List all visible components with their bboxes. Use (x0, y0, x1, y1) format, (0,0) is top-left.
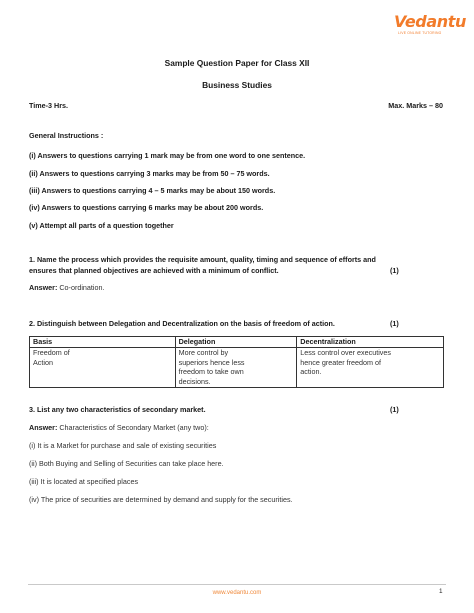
table-header-row (30, 337, 444, 348)
table-cell-decentralization (297, 347, 444, 387)
instruction-item: (ii) Answers to questions carrying 3 marks may be from 50 – 75 words. (29, 169, 270, 178)
answer-point: (iv) The price of securities are determined by demand and supply for the securities. (29, 495, 293, 504)
question-1-answer (29, 283, 105, 292)
cell-line: superiors hence less (178, 357, 245, 367)
table-row (30, 347, 444, 387)
question-3-marks: (1) (390, 405, 399, 414)
question-2-marks: (1) (390, 319, 399, 328)
question-3-answer (29, 423, 209, 432)
instruction-item: (iii) Answers to questions carrying 4 – 5 marks may be about 150 words. (29, 186, 276, 195)
table-header-cell: Delegation (175, 337, 297, 348)
cell-line: More control by (178, 347, 229, 357)
logo-text: Vedantu (394, 12, 466, 31)
paper-title: Sample Question Paper for Class XII (164, 58, 310, 68)
vedantu-logo (394, 12, 466, 37)
table-cell-basis (30, 347, 176, 387)
question-1-line-2: ensures that planned objectives are achieved with a minimum of conflict. (29, 266, 279, 275)
cell-line: decisions. (178, 377, 211, 387)
table-cell-delegation (175, 347, 297, 387)
footer-url-link[interactable]: www.vedantu.com (212, 590, 262, 596)
comparison-table (29, 336, 444, 388)
question-1-marks: (1) (390, 266, 399, 275)
subject-title: Business Studies (202, 80, 272, 90)
cell-line: hence greater freedom of (300, 357, 382, 367)
answer-label: Answer: (29, 423, 58, 432)
question-1-line-1: 1. Name the process which provides the requisite amount, quality, timing and sequence of efforts and (29, 255, 376, 264)
page-number: 1 (439, 588, 443, 595)
answer-text: Co-ordination. (59, 283, 105, 292)
cell-line: Less control over executives (300, 347, 391, 357)
cell-line: Action (33, 357, 53, 367)
cell-line: Freedom of (33, 347, 70, 357)
answer-point: (i) It is a Market for purchase and sale of existing securities (29, 441, 217, 450)
max-marks-label: Max. Marks – 80 (388, 101, 443, 110)
logo-tagline: LIVE ONLINE TUTORING (398, 31, 442, 35)
answer-point: (ii) Both Buying and Selling of Securities can take place here. (29, 459, 224, 468)
time-label: Time-3 Hrs. (29, 101, 69, 110)
instruction-item: (v) Attempt all parts of a question together (29, 221, 174, 230)
footer-divider (28, 584, 446, 585)
table-header-cell: Decentralization (297, 337, 444, 348)
cell-line: action. (300, 367, 322, 377)
instruction-item: (i) Answers to questions carrying 1 mark may be from one word to one sentence. (29, 151, 306, 160)
answer-point: (iii) It is located at specified places (29, 477, 139, 486)
cell-line: freedom to take own (178, 367, 244, 377)
question-2-text: 2. Distinguish between Delegation and Decentralization on the basis of freedom of action. (29, 319, 335, 328)
table-header-cell: Basis (30, 337, 176, 348)
instructions-heading: General Instructions : (29, 131, 104, 140)
question-3-text: 3. List any two characteristics of secondary market. (29, 405, 206, 414)
instruction-item: (iv) Answers to questions carrying 6 marks may be about 200 words. (29, 203, 264, 212)
answer-label: Answer: (29, 283, 58, 292)
answer-text: Characteristics of Secondary Market (any two): (59, 423, 209, 432)
